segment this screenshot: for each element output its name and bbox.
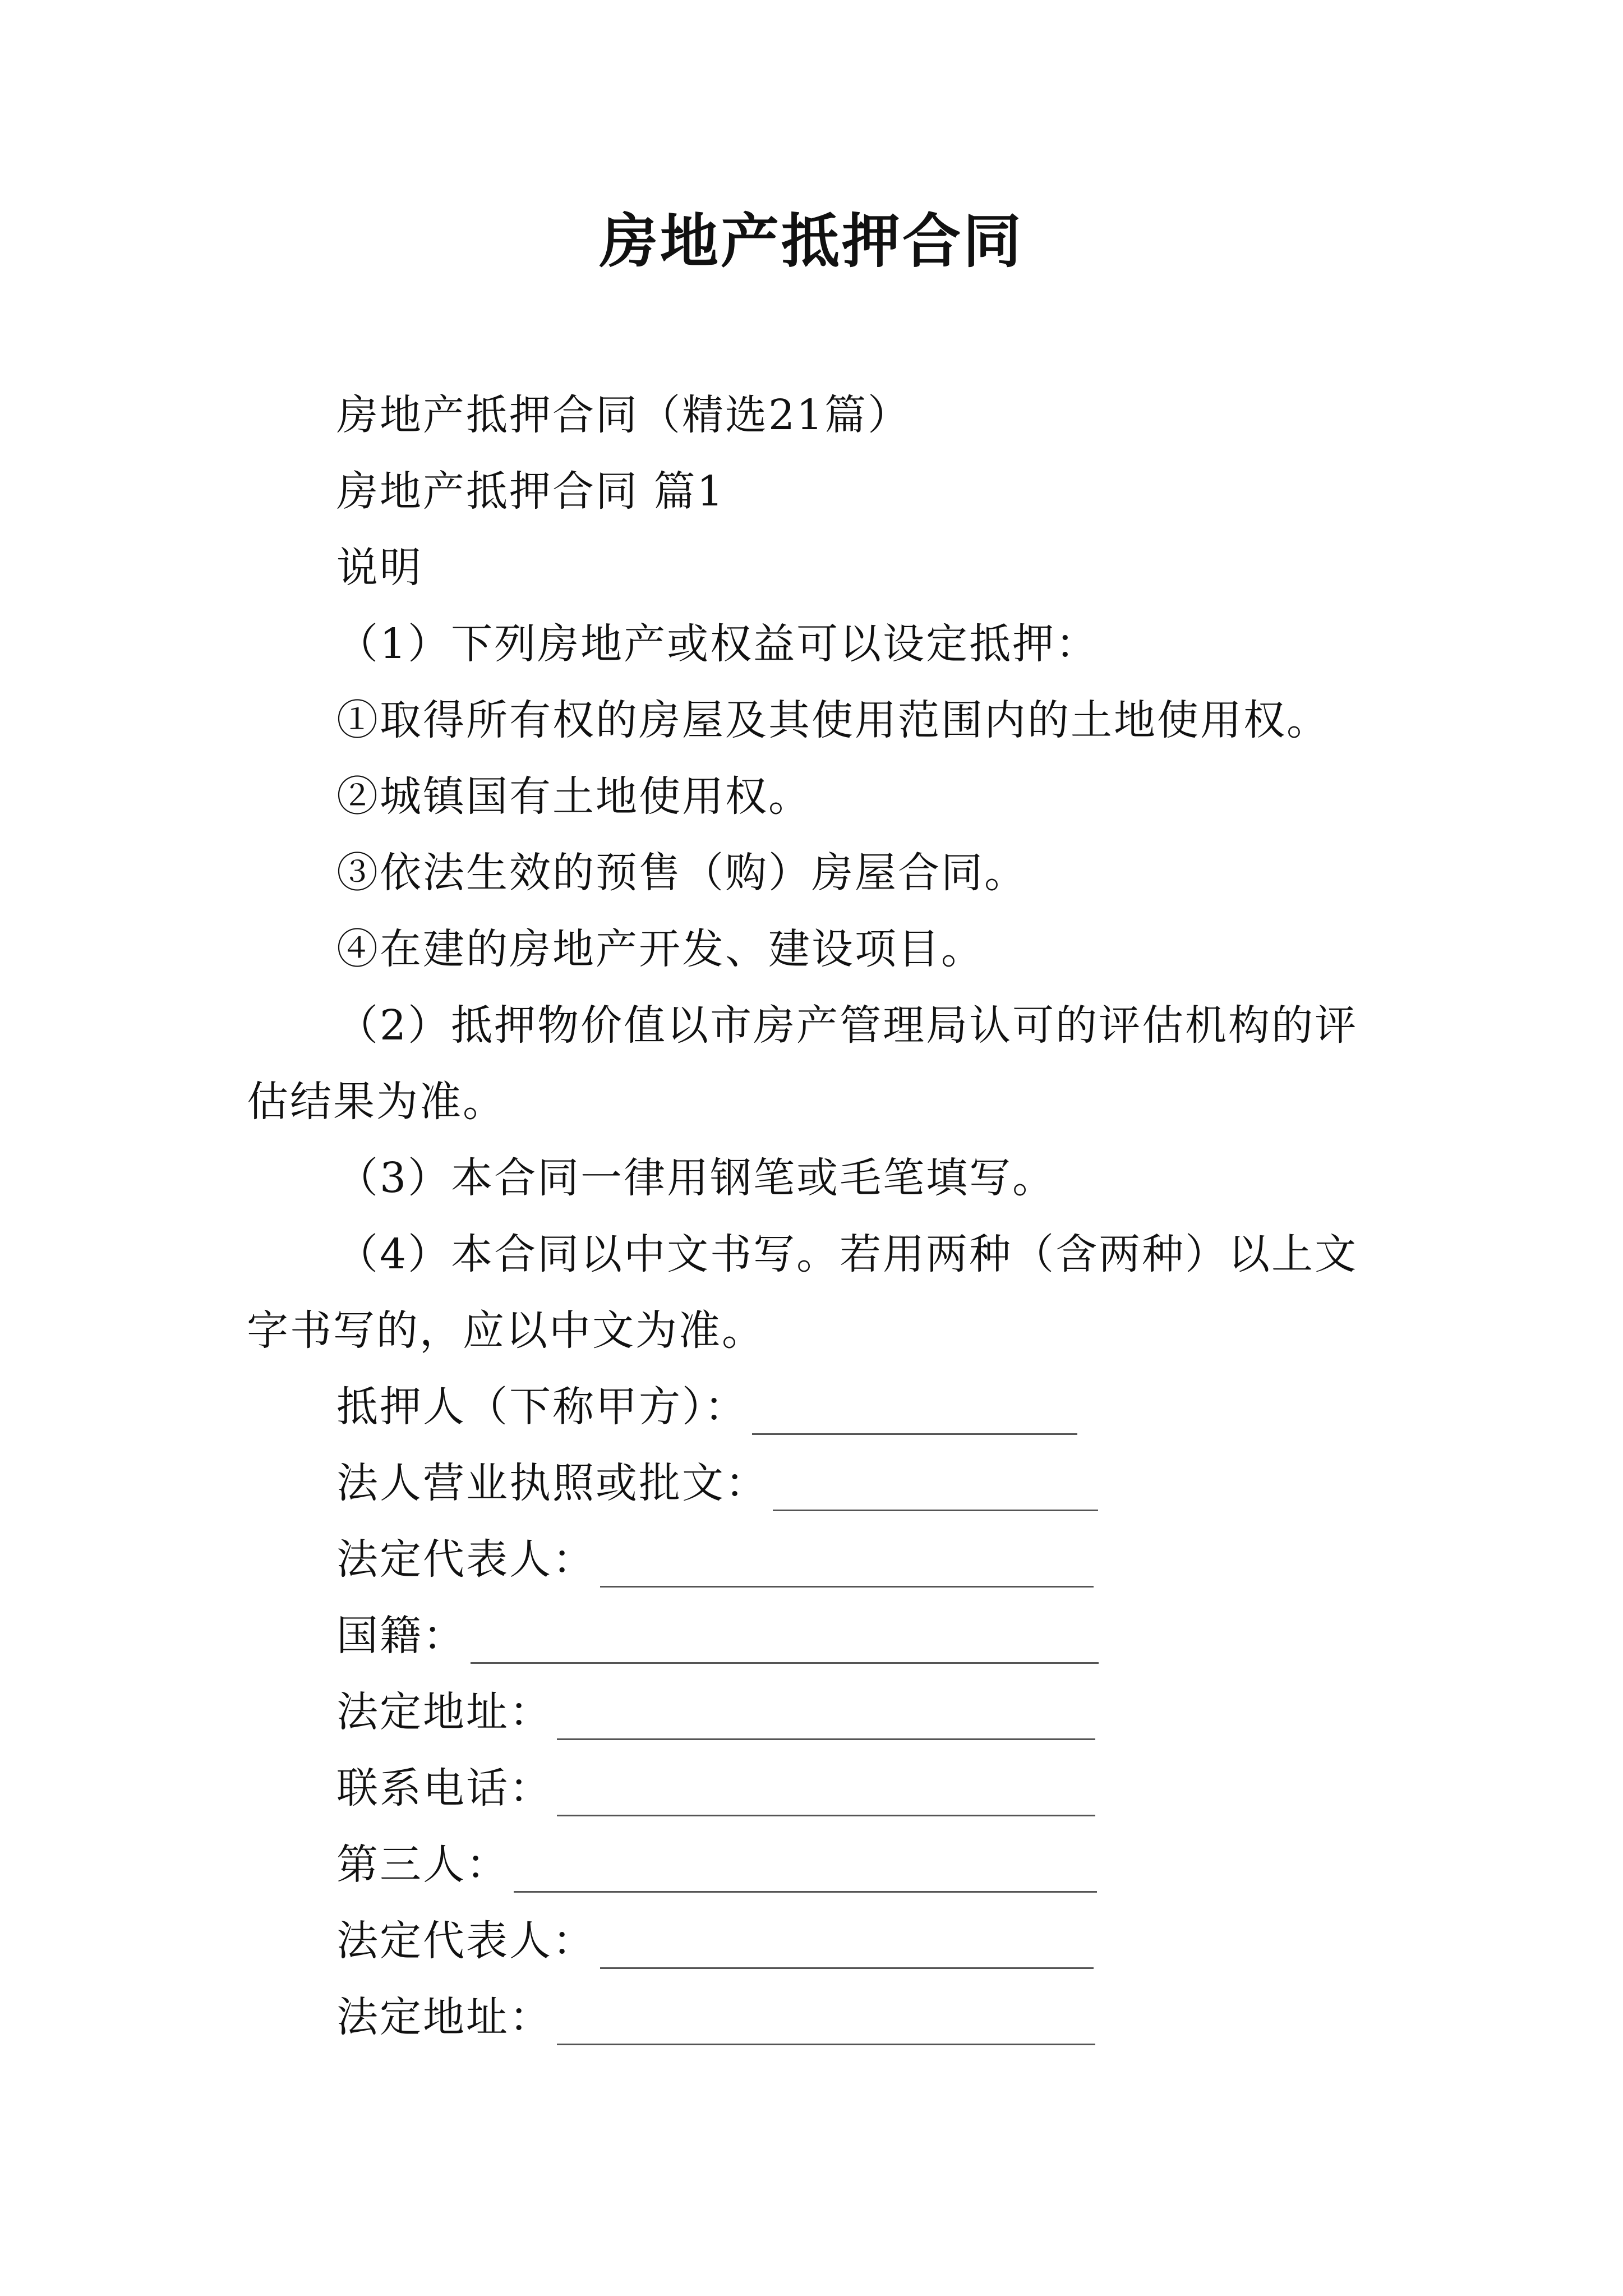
field-label: 第三人： (336, 1841, 509, 1889)
note-2-line-1: （2）抵押物价值以市房产管理局认可的评估机构的评 (336, 1001, 1358, 1050)
field-label: 国籍： (336, 1612, 466, 1660)
note-2-line-2: 估结果为准。 (247, 1078, 506, 1126)
field-third-party-representative (336, 1913, 1094, 1969)
blank-line[interactable] (557, 1695, 1095, 1740)
blank-line[interactable] (557, 2000, 1095, 2045)
note-item-2: ②城镇国有土地使用权。 (336, 772, 811, 821)
field-legal-address (336, 1684, 1095, 1740)
notes-heading: 说明 (336, 544, 423, 592)
note-item-3: ③依法生效的预售（购）房屋合同。 (336, 849, 1027, 897)
note-item-4: ④在建的房地产开发、建设项目。 (336, 925, 984, 973)
field-legal-representative (336, 1531, 1094, 1588)
blank-line[interactable] (752, 1389, 1077, 1435)
field-label: 法定代表人： (336, 1535, 596, 1584)
field-label: 法定地址： (336, 1688, 552, 1736)
note-item-1: ①取得所有权的房屋及其使用范围内的土地使用权。 (336, 696, 1330, 744)
blank-line[interactable] (557, 1771, 1095, 1816)
blank-line[interactable] (514, 1847, 1097, 1893)
field-label: 法定代表人： (336, 1917, 596, 1965)
blank-line[interactable] (773, 1466, 1098, 1511)
field-third-party-address (336, 1989, 1095, 2045)
field-label: 法人营业执照或批文： (336, 1459, 768, 1507)
document-subtitle: 房地产抵押合同（精选21篇） (336, 391, 911, 439)
note-3: （3）本合同一律用钢笔或毛笔填写。 (336, 1154, 1056, 1202)
field-phone (336, 1760, 1095, 1816)
field-label: 法定地址： (336, 1993, 552, 2041)
field-label: 抵押人（下称甲方）： (336, 1383, 748, 1431)
blank-line[interactable] (600, 1924, 1094, 1969)
note-4-line-2: 字书写的，应以中文为准。 (247, 1306, 765, 1355)
field-mortgagor (336, 1379, 1077, 1435)
field-nationality (336, 1608, 1099, 1664)
note-4-line-1: （4）本合同以中文书写。若用两种（含两种）以上文 (336, 1230, 1358, 1278)
blank-line[interactable] (600, 1542, 1094, 1588)
section-heading: 房地产抵押合同 篇1 (336, 467, 725, 516)
field-label: 联系电话： (336, 1764, 552, 1812)
blank-line[interactable] (471, 1618, 1099, 1664)
field-third-party (336, 1837, 1097, 1893)
field-license (336, 1455, 1098, 1511)
document-title: 房地产抵押合同 (599, 206, 1023, 275)
note-1: （1）下列房地产或权益可以设定抵押： (336, 620, 1099, 668)
